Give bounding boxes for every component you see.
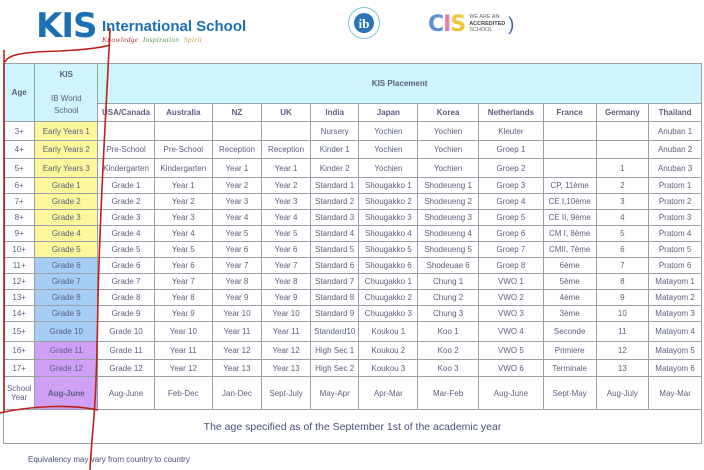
school-year-cell: May-Mar [649, 377, 702, 410]
table-row [4, 122, 702, 141]
table-row [4, 258, 702, 274]
kis-grade-cell: Grade 8 [35, 290, 98, 306]
equivalent-grade-cell: Koo 2 [418, 342, 479, 360]
equivalent-grade-cell: Year 12 [212, 342, 262, 360]
country-header: USA/Canada [98, 104, 155, 122]
equivalent-grade-cell: Year 5 [212, 226, 262, 242]
equivalent-grade-cell: Shodeueng 5 [418, 242, 479, 258]
age-cell: 9+ [4, 226, 35, 242]
table-row [4, 242, 702, 258]
ib-logo [348, 7, 380, 39]
equivalent-grade-cell: Grade 1 [98, 178, 155, 194]
country-header-row [4, 104, 702, 122]
country-header: Australia [154, 104, 212, 122]
kis-grade-cell: Grade 5 [35, 242, 98, 258]
equivalent-grade-cell: Year 11 [154, 342, 212, 360]
equivalent-grade-cell: Year 10 [212, 306, 262, 322]
equivalent-grade-cell: Groep 8 [479, 258, 544, 274]
equivalent-grade-cell: Standard10 [310, 322, 359, 342]
equivalent-grade-cell: Nursery [310, 122, 359, 141]
equivalent-grade-cell: 3ème [543, 306, 596, 322]
equivalent-grade-cell: VWO 4 [479, 322, 544, 342]
equivalent-grade-cell: Anuban 3 [649, 159, 702, 178]
school-year-cell: Feb-Dec [154, 377, 212, 410]
equivalent-grade-cell: Pratom 6 [649, 258, 702, 274]
equivalent-grade-cell: Year 4 [212, 210, 262, 226]
equivalent-grade-cell: Primiere [543, 342, 596, 360]
equivalent-grade-cell: Yochien [359, 122, 418, 141]
table-row [4, 210, 702, 226]
age-header: Age [4, 64, 35, 122]
equivalent-grade-cell: Matayom 1 [649, 274, 702, 290]
cis-line-3: SCHOOL [469, 27, 493, 34]
country-header: Japan [359, 104, 418, 122]
equivalent-grade-cell: Kindergarten [98, 159, 155, 178]
school-year-cell: Aug-June [479, 377, 544, 410]
equivalent-grade-cell: Year 7 [212, 258, 262, 274]
equivalent-grade-cell: VWO 3 [479, 306, 544, 322]
placement-table [3, 63, 702, 444]
equivalent-grade-cell: Year 1 [262, 159, 311, 178]
equivalent-grade-cell: Year 13 [262, 360, 311, 377]
equivalent-grade-cell: Groep 5 [479, 210, 544, 226]
age-cell: 5+ [4, 159, 35, 178]
equivalent-grade-cell: Year 1 [212, 159, 262, 178]
equivalent-grade-cell: Shougakko 6 [359, 258, 418, 274]
equivalent-grade-cell: Matayom 6 [649, 360, 702, 377]
equivalent-grade-cell: Year 12 [154, 360, 212, 377]
age-cell: 13+ [4, 290, 35, 306]
cis-line-2: ACCREDITED [469, 20, 506, 27]
equivalent-grade-cell: Groep 6 [479, 226, 544, 242]
equivalent-grade-cell: Grade 9 [98, 306, 155, 322]
table-row [4, 226, 702, 242]
kis-header-line-1: KIS [59, 69, 73, 79]
table-row [4, 141, 702, 159]
age-cell: 12+ [4, 274, 35, 290]
equivalent-grade-cell [154, 122, 212, 141]
age-cell: 6+ [4, 178, 35, 194]
school-year-cell: May-Apr [310, 377, 359, 410]
equivalent-grade-cell: Year 8 [154, 290, 212, 306]
kis-grade-cell: Grade 2 [35, 194, 98, 210]
age-cell: 3+ [4, 122, 35, 141]
equivalent-grade-cell: 2 [596, 178, 649, 194]
equivalent-grade-cell: Yochien [418, 159, 479, 178]
equivalent-grade-cell: Matayom 5 [649, 342, 702, 360]
equivalent-grade-cell: Pratom 1 [649, 178, 702, 194]
age-cell: 7+ [4, 194, 35, 210]
equivalent-grade-cell: Grade 8 [98, 290, 155, 306]
equivalent-grade-cell: 6 [596, 242, 649, 258]
equivalent-grade-cell: Standard 7 [310, 274, 359, 290]
equivalent-grade-cell: Yochien [359, 159, 418, 178]
country-header: Germany [596, 104, 649, 122]
equivalent-grade-cell: Year 3 [154, 210, 212, 226]
equivalent-grade-cell: Year 11 [262, 322, 311, 342]
equivalent-grade-cell: Year 9 [212, 290, 262, 306]
kis-grade-cell: Grade 10 [35, 322, 98, 342]
school-year-cell: Aug-July [596, 377, 649, 410]
age-cell: 14+ [4, 306, 35, 322]
equivalent-grade-cell [543, 159, 596, 178]
equivalent-grade-cell: Chuugakko 1 [359, 274, 418, 290]
equivalent-grade-cell: Kinder 2 [310, 159, 359, 178]
school-year-cell: Sept-July [262, 377, 311, 410]
equivalent-grade-cell [543, 141, 596, 159]
equivalent-grade-cell: Year 8 [212, 274, 262, 290]
country-header: Thailand [649, 104, 702, 122]
tagline-inspiration: Inspiration [142, 35, 180, 44]
tagline-spirit: Spirit [183, 35, 203, 44]
table-row [4, 322, 702, 342]
table-row [4, 306, 702, 322]
school-year-cell: Apr-Mar [359, 377, 418, 410]
age-footnote: The age specified as of the September 1st of the academic year [4, 410, 702, 444]
kis-header [35, 64, 98, 122]
kis-grade-cell: Grade 4 [35, 226, 98, 242]
equivalent-grade-cell: Groep 7 [479, 242, 544, 258]
equivalent-grade-cell: Grade 5 [98, 242, 155, 258]
equivalent-grade-cell: Year 13 [212, 360, 262, 377]
equivalent-grade-cell: Shodeueng 2 [418, 194, 479, 210]
equivalent-grade-cell: Year 3 [212, 194, 262, 210]
equivalent-grade-cell: Kindergarten [154, 159, 212, 178]
age-cell: 10+ [4, 242, 35, 258]
equivalent-grade-cell [596, 122, 649, 141]
kis-school-year: Aug-June [35, 377, 98, 410]
equivalent-grade-cell: High Sec 1 [310, 342, 359, 360]
equivalent-grade-cell: CM I, 8ème [543, 226, 596, 242]
equivalent-grade-cell: CP, 11ème [543, 178, 596, 194]
cis-letter-s: S [450, 11, 466, 37]
equivalent-grade-cell: Koukou 3 [359, 360, 418, 377]
equivalent-grade-cell: Grade 6 [98, 258, 155, 274]
kis-logo-mark: KIS [36, 6, 97, 46]
equivalent-grade-cell: Groep 1 [479, 141, 544, 159]
equivalent-grade-cell: VWO 5 [479, 342, 544, 360]
equivalent-grade-cell: 11 [596, 322, 649, 342]
kis-grade-cell: Grade 7 [35, 274, 98, 290]
age-cell: 17+ [4, 360, 35, 377]
equivalent-grade-cell: High Sec 2 [310, 360, 359, 377]
age-cell: 4+ [4, 141, 35, 159]
equivalent-grade-cell: Groep 4 [479, 194, 544, 210]
kis-logo [36, 6, 247, 46]
cis-bracket-icon: ) [508, 13, 515, 34]
equivalent-grade-cell: 8 [596, 274, 649, 290]
equivalent-grade-cell: 13 [596, 360, 649, 377]
equivalent-grade-cell: Pratom 3 [649, 210, 702, 226]
equivalent-grade-cell: Shougakko 5 [359, 242, 418, 258]
equivalent-grade-cell: Grade 11 [98, 342, 155, 360]
cis-letters [428, 12, 465, 37]
kis-grade-cell: Grade 12 [35, 360, 98, 377]
equivalent-grade-cell: 5 [596, 226, 649, 242]
equivalent-grade-cell: Terminale [543, 360, 596, 377]
equivalent-grade-cell: 4 [596, 210, 649, 226]
kis-header-line-2: IB World [51, 93, 82, 103]
equivalent-grade-cell: Grade 4 [98, 226, 155, 242]
equivalent-grade-cell [596, 141, 649, 159]
country-header: France [543, 104, 596, 122]
equivalent-grade-cell: Year 6 [212, 242, 262, 258]
school-year-cell: Jan-Dec [212, 377, 262, 410]
equivalent-grade-cell: Year 6 [154, 258, 212, 274]
equivalent-grade-cell: 4ème [543, 290, 596, 306]
equivalent-grade-cell: Yochien [418, 122, 479, 141]
equivalent-grade-cell: Shodeueng 3 [418, 210, 479, 226]
equivalent-grade-cell: 10 [596, 306, 649, 322]
equivalent-grade-cell: Year 11 [212, 322, 262, 342]
school-year-cell: Aug-June [98, 377, 155, 410]
school-year-cell: Sept-May [543, 377, 596, 410]
table-row [4, 290, 702, 306]
equivalent-grade-cell: Pre-School [154, 141, 212, 159]
equivalent-grade-cell: Year 2 [154, 194, 212, 210]
cis-accreditation-logo [428, 10, 514, 38]
kis-grade-cell: Grade 1 [35, 178, 98, 194]
equivalent-grade-cell: Chuugakko 3 [359, 306, 418, 322]
kis-grade-cell: Grade 11 [35, 342, 98, 360]
school-tagline [102, 35, 202, 44]
equivalent-grade-cell: Shodeueng 4 [418, 226, 479, 242]
equivalent-grade-cell: Yochien [359, 141, 418, 159]
equivalent-grade-cell: Year 4 [154, 226, 212, 242]
equivalent-grade-cell: Chung 3 [418, 306, 479, 322]
table-row [4, 159, 702, 178]
equivalent-grade-cell: Year 9 [262, 290, 311, 306]
equivalent-grade-cell: Grade 3 [98, 210, 155, 226]
cis-text [469, 14, 505, 34]
equivalent-grade-cell: Grade 2 [98, 194, 155, 210]
kis-grade-cell: Early Years 1 [35, 122, 98, 141]
equivalent-grade-cell: Pre-School [98, 141, 155, 159]
equivalent-grade-cell: 9 [596, 290, 649, 306]
title-row [4, 64, 702, 104]
table-row [4, 178, 702, 194]
age-cell: 11+ [4, 258, 35, 274]
equivalent-grade-cell: Standard 9 [310, 306, 359, 322]
equivalent-grade-cell: CE II, 9ème [543, 210, 596, 226]
equivalent-grade-cell [262, 122, 311, 141]
equivalent-grade-cell: Matayom 3 [649, 306, 702, 322]
equivalent-grade-cell: Year 7 [154, 274, 212, 290]
equivalent-grade-cell: Standard 4 [310, 226, 359, 242]
kis-grade-cell: Grade 6 [35, 258, 98, 274]
equivalent-grade-cell: Year 2 [212, 178, 262, 194]
equivalent-grade-cell: Pratom 2 [649, 194, 702, 210]
equivalent-grade-cell: Year 6 [262, 242, 311, 258]
equivalent-grade-cell: Year 9 [154, 306, 212, 322]
equivalent-grade-cell: Standard 3 [310, 210, 359, 226]
equivalent-grade-cell: Year 4 [262, 210, 311, 226]
equivalent-grade-cell: Pratom 4 [649, 226, 702, 242]
footer-row [4, 410, 702, 444]
school-year-label [4, 377, 35, 410]
age-cell: 16+ [4, 342, 35, 360]
equivalent-grade-cell: Year 2 [262, 178, 311, 194]
equivalent-grade-cell: Year 3 [262, 194, 311, 210]
school-year-label-line-1: School [6, 384, 32, 393]
equivalent-grade-cell: Matayom 2 [649, 290, 702, 306]
equivalent-grade-cell: 5ème [543, 274, 596, 290]
equivalent-grade-cell: VWO 2 [479, 290, 544, 306]
equivalency-note: Equivalency may vary from country to country [28, 455, 190, 464]
equivalent-grade-cell: Groep 2 [479, 159, 544, 178]
equivalent-grade-cell: Kleuter [479, 122, 544, 141]
equivalent-grade-cell: Groep 3 [479, 178, 544, 194]
equivalent-grade-cell: Year 8 [262, 274, 311, 290]
equivalent-grade-cell: Chung 1 [418, 274, 479, 290]
age-cell: 15+ [4, 322, 35, 342]
equivalent-grade-cell: Shougakko 3 [359, 210, 418, 226]
equivalent-grade-cell: Grade 12 [98, 360, 155, 377]
equivalent-grade-cell: CMII, 7ème [543, 242, 596, 258]
equivalent-grade-cell: Year 5 [262, 226, 311, 242]
cis-letter-i: I [443, 11, 451, 37]
equivalent-grade-cell: Koukou 1 [359, 322, 418, 342]
equivalent-grade-cell: Koo 1 [418, 322, 479, 342]
equivalent-grade-cell: 6ème [543, 258, 596, 274]
equivalent-grade-cell: Shodeueng 1 [418, 178, 479, 194]
equivalent-grade-cell: Koo 3 [418, 360, 479, 377]
school-name: International School [102, 18, 247, 35]
kis-header-line-3: School [54, 105, 79, 115]
kis-grade-cell: Grade 3 [35, 210, 98, 226]
equivalent-grade-cell: Year 7 [262, 258, 311, 274]
equivalent-grade-cell: Pratom 5 [649, 242, 702, 258]
table-row [4, 342, 702, 360]
country-header: Korea [418, 104, 479, 122]
equivalent-grade-cell: Standard 5 [310, 242, 359, 258]
equivalent-grade-cell: Anuban 1 [649, 122, 702, 141]
equivalent-grade-cell [98, 122, 155, 141]
equivalent-grade-cell: Grade 7 [98, 274, 155, 290]
equivalent-grade-cell: Standard 2 [310, 194, 359, 210]
kis-grade-cell: Grade 9 [35, 306, 98, 322]
school-year-row [4, 377, 702, 410]
country-header: NZ [212, 104, 262, 122]
equivalent-grade-cell: Shougakko 4 [359, 226, 418, 242]
ib-logo-mark: ib [354, 13, 374, 33]
equivalent-grade-cell [212, 122, 262, 141]
equivalent-grade-cell: Year 1 [154, 178, 212, 194]
equivalent-grade-cell: Reception [212, 141, 262, 159]
equivalent-grade-cell: Standard 8 [310, 290, 359, 306]
equivalent-grade-cell: VWO 6 [479, 360, 544, 377]
equivalent-grade-cell: Year 10 [154, 322, 212, 342]
kis-grade-cell: Early Years 3 [35, 159, 98, 178]
equivalent-grade-cell: Shougakko 1 [359, 178, 418, 194]
equivalent-grade-cell: 1 [596, 159, 649, 178]
equivalent-grade-cell: Year 10 [262, 306, 311, 322]
cis-line-1: WE ARE AN [469, 14, 500, 21]
kis-grade-cell: Early Years 2 [35, 141, 98, 159]
equivalent-grade-cell [543, 122, 596, 141]
equivalent-grade-cell: Kinder 1 [310, 141, 359, 159]
equivalent-grade-cell: Yochien [418, 141, 479, 159]
equivalent-grade-cell: 7 [596, 258, 649, 274]
school-year-cell: Mar-Feb [418, 377, 479, 410]
country-header: Netherlands [479, 104, 544, 122]
equivalent-grade-cell: Year 12 [262, 342, 311, 360]
cis-letter-c: C [428, 11, 444, 37]
table-row [4, 194, 702, 210]
equivalent-grade-cell: Shougakko 2 [359, 194, 418, 210]
equivalent-grade-cell: VWO 1 [479, 274, 544, 290]
equivalent-grade-cell: Chuugakko 2 [359, 290, 418, 306]
table-title: KIS Placement [98, 64, 702, 104]
equivalent-grade-cell: Chung 2 [418, 290, 479, 306]
equivalent-grade-cell: Standard 1 [310, 178, 359, 194]
school-year-label-line-2: Year [11, 393, 28, 402]
equivalent-grade-cell: CE I,10ème [543, 194, 596, 210]
country-header: UK [262, 104, 311, 122]
table-row [4, 360, 702, 377]
equivalent-grade-cell: 3 [596, 194, 649, 210]
equivalent-grade-cell: Matayom 4 [649, 322, 702, 342]
table-row [4, 274, 702, 290]
equivalent-grade-cell: Year 5 [154, 242, 212, 258]
equivalent-grade-cell: 12 [596, 342, 649, 360]
equivalent-grade-cell: Koukou 2 [359, 342, 418, 360]
tagline-knowledge: Knowledge [102, 35, 139, 44]
equivalent-grade-cell: Reception [262, 141, 311, 159]
country-header: India [310, 104, 359, 122]
equivalent-grade-cell: Shodeuae 6 [418, 258, 479, 274]
equivalent-grade-cell: Grade 10 [98, 322, 155, 342]
equivalent-grade-cell: Seconde [543, 322, 596, 342]
age-cell: 8+ [4, 210, 35, 226]
equivalent-grade-cell: Anuban 2 [649, 141, 702, 159]
equivalent-grade-cell: Standard 6 [310, 258, 359, 274]
